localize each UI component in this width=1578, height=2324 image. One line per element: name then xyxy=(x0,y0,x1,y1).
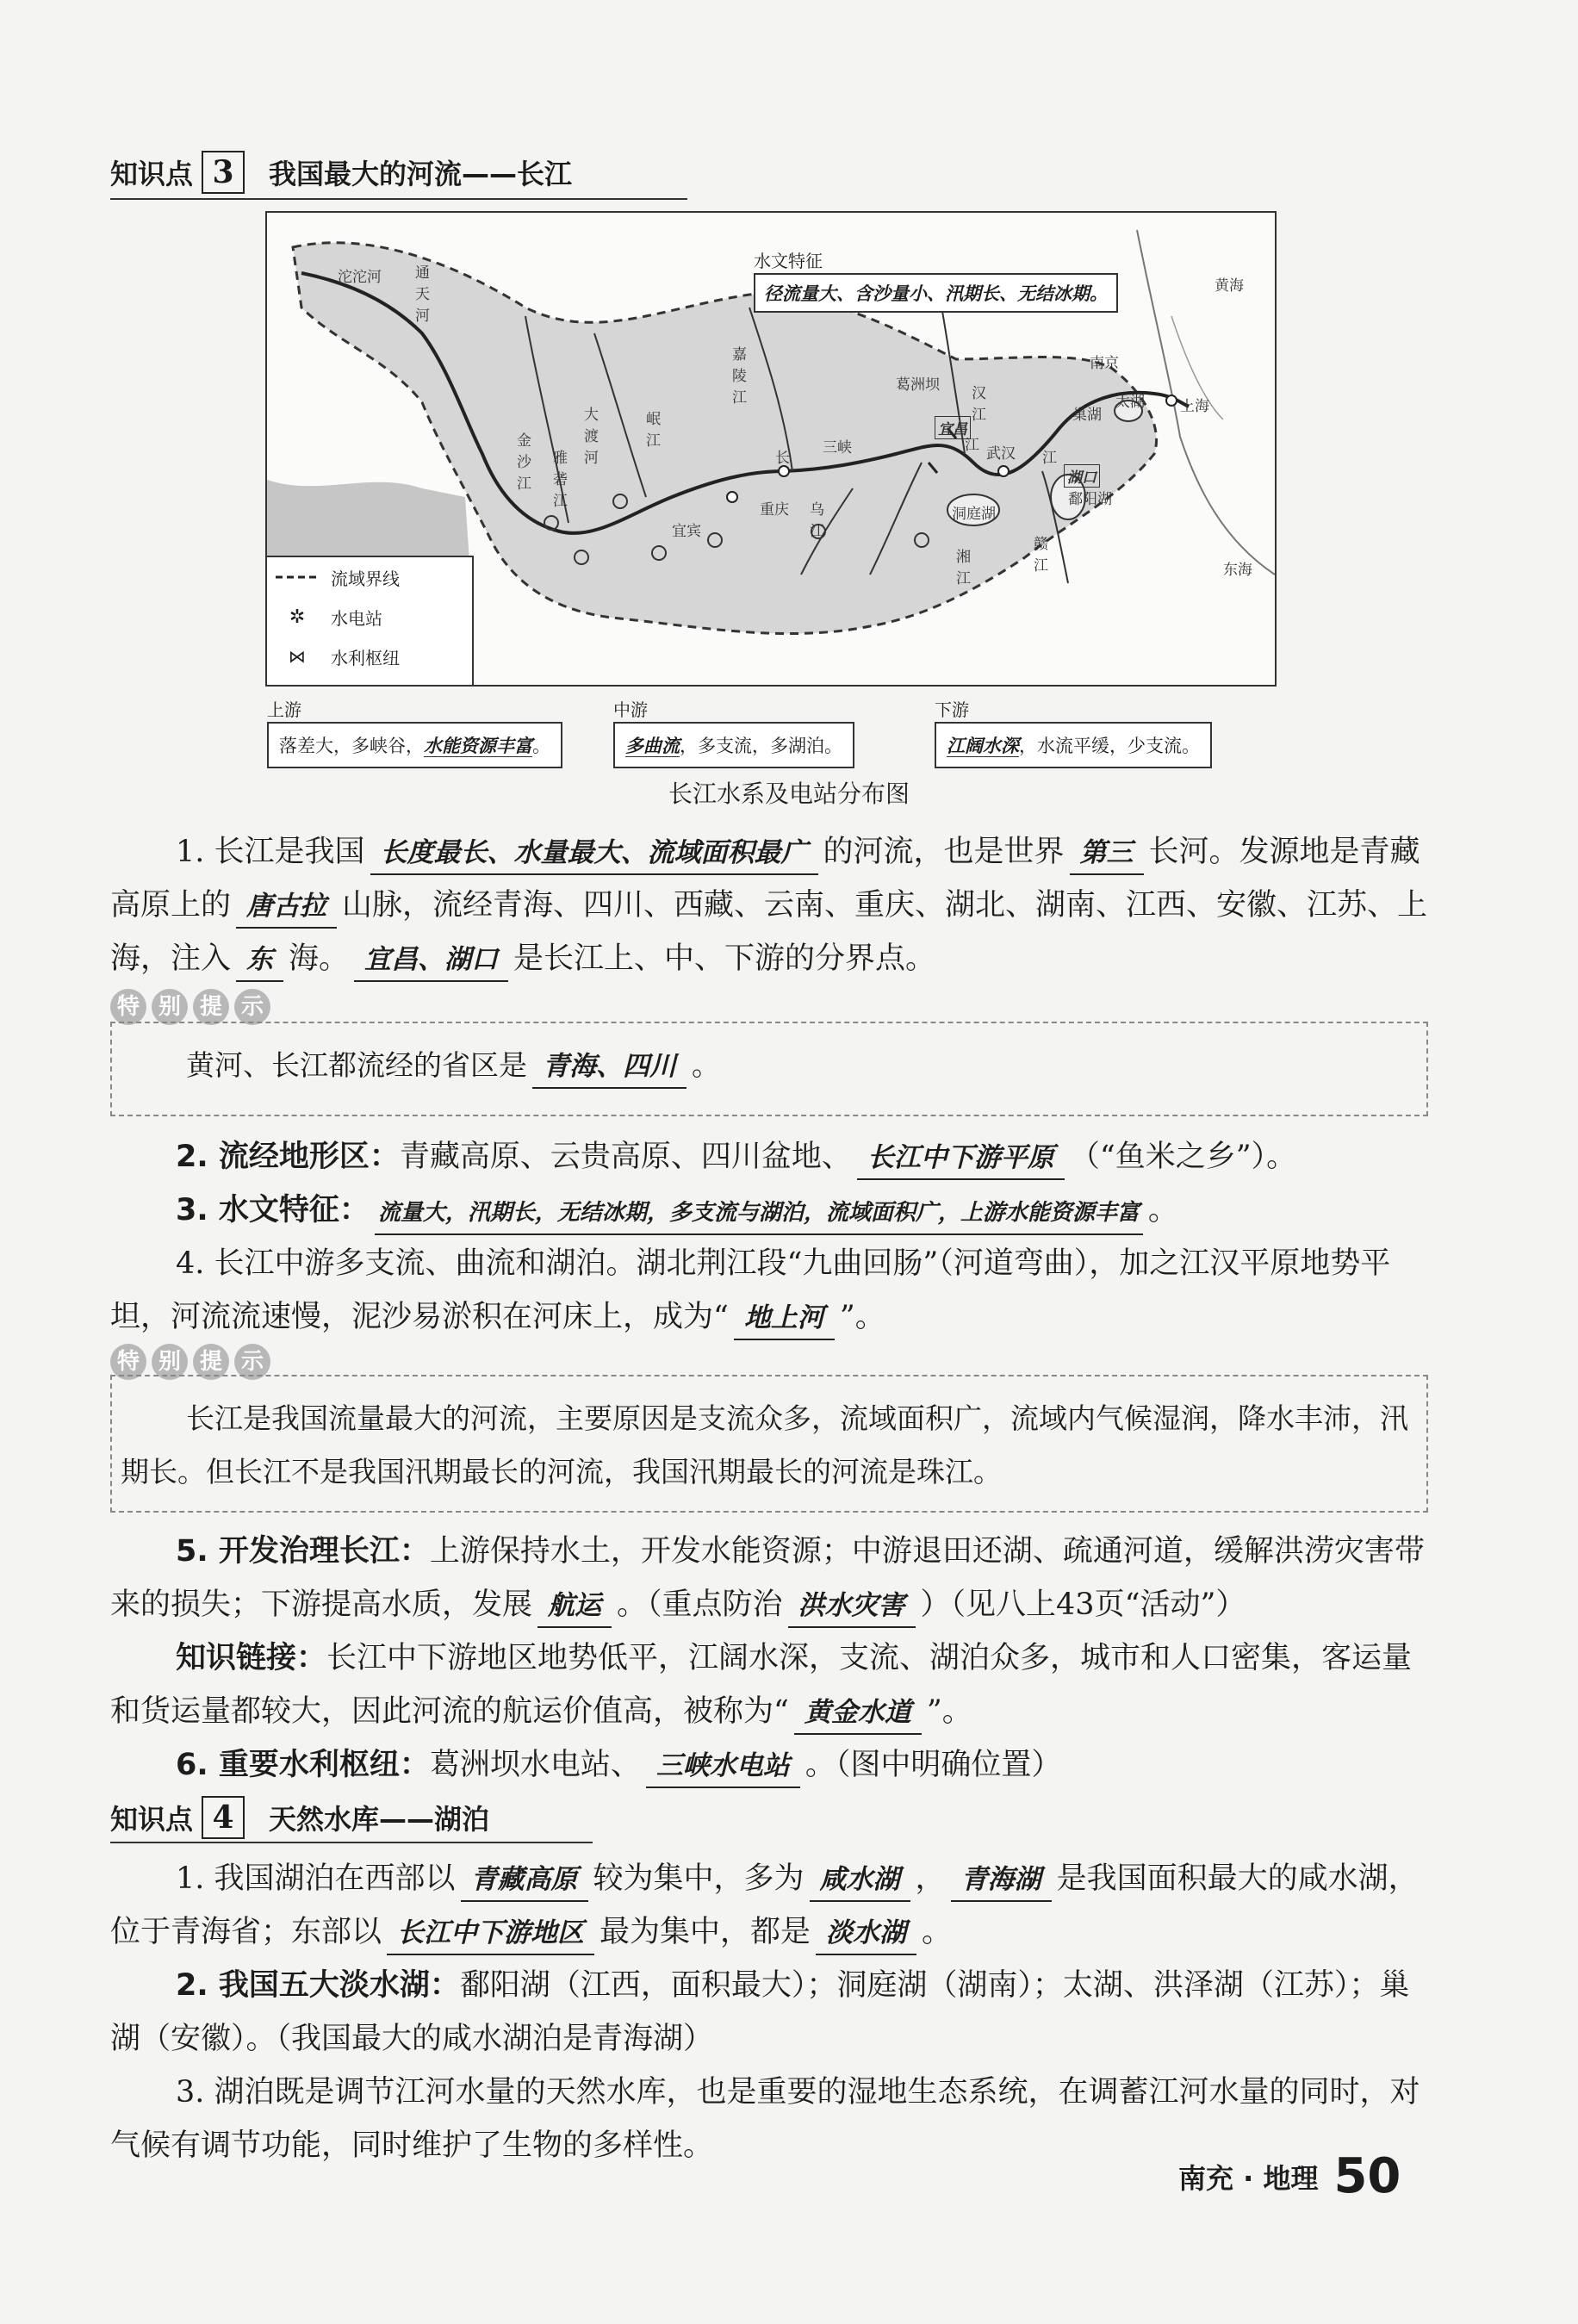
tip-char: 提 xyxy=(193,1344,229,1380)
p5-t3: ）（见八上43页“活动”） xyxy=(920,1588,1246,1622)
tip-char: 提 xyxy=(193,989,229,1025)
tip-char: 别 xyxy=(152,1344,188,1380)
p6-text: 葛洲坝水电站、 xyxy=(429,1748,641,1782)
p4-answer: 地上河 xyxy=(734,1297,835,1340)
tip1-text: 黄河、长江都流经的省区是 xyxy=(186,1048,527,1082)
knowledge-link xyxy=(110,1631,1428,1738)
p4-text: 4. 长江中游多支流、曲流和湖泊。湖北荆江段“九曲回肠”（河道弯曲），加之江汉平原地势平坦，河流流速慢，泥沙易淤积在河床上，成为“ xyxy=(110,1246,1391,1334)
subject-label: 南充 · 地理 xyxy=(1178,2161,1319,2195)
tip-box-1 xyxy=(110,1022,1428,1116)
p2-end: （“鱼米之乡”）。 xyxy=(1069,1140,1297,1174)
tip-char: 别 xyxy=(152,989,188,1025)
page-number: 50 xyxy=(1333,2148,1401,2204)
map-label-donghai: 东海 xyxy=(1223,562,1252,579)
middle-hw: 多曲流 xyxy=(625,736,680,756)
hydro-title: 水文特征 xyxy=(754,251,823,271)
section-header-3 xyxy=(110,148,572,196)
section-label: 知识点 xyxy=(110,158,194,190)
link-text: 长江中下游地区地势低平，江阔水深，支流、湖泊众多，城市和人口密集，客运量和货运量都较大，因此河流的航运价值高，被称为“ xyxy=(110,1641,1413,1729)
section-number: 3 xyxy=(202,151,245,194)
lake-q2 xyxy=(110,1959,1428,2066)
p1-answer-5: 宜昌、湖口 xyxy=(354,939,508,982)
p5-answer-2: 洪水灾害 xyxy=(788,1585,916,1628)
section-title: 我国最大的河流——长江 xyxy=(269,158,573,190)
p1-t5: 海。 xyxy=(289,941,350,976)
map-label-hukou: 湖口 xyxy=(1064,464,1100,488)
hydro-station-icon: ✲ xyxy=(289,606,306,628)
paragraph-4 xyxy=(110,1237,1428,1344)
middle-box xyxy=(613,722,854,768)
dam-icon: ⋈ xyxy=(289,646,306,667)
q1-t5: 。 xyxy=(922,1915,953,1949)
section-underline xyxy=(110,1842,593,1843)
q1-t2: 较为集中，多为 xyxy=(593,1861,805,1896)
map-label-shanghai: 上海 xyxy=(1180,398,1209,415)
map-label-dongting: 洞庭湖 xyxy=(952,506,996,523)
p1-t3: 长河。发源地是青藏高原上的 xyxy=(110,835,1420,923)
map-label-wuhan: 武汉 xyxy=(986,445,1016,463)
upper-text: 落差大，多峡谷， xyxy=(279,736,424,756)
paragraph-6 xyxy=(110,1738,1428,1792)
map-label-gezhouba: 葛洲坝 xyxy=(896,376,940,394)
q1-t4: 最为集中，都是 xyxy=(600,1915,811,1949)
tip1-answer: 青海、四川 xyxy=(532,1046,686,1089)
p1-t1: 1. 长江是我国 xyxy=(176,835,365,869)
tip-char: 特 xyxy=(110,1344,146,1380)
yangtze-map xyxy=(265,211,1277,687)
upper-end: 。 xyxy=(532,736,550,756)
q1-answer-5: 淡水湖 xyxy=(816,1912,916,1955)
legend-boundary xyxy=(267,557,472,597)
legend-hydro-label: 水电站 xyxy=(331,607,382,629)
lake-q1 xyxy=(110,1852,1428,1959)
map-label-yalong: 雅砻江 xyxy=(553,450,568,510)
p3-answer: 流量大，汛期长，无结冰期，多支流与湖泊，流域面积广，上游水能资源丰富 xyxy=(375,1192,1143,1235)
map-legend xyxy=(267,556,474,685)
map-caption: 长江水系及电站分布图 xyxy=(668,780,910,808)
map-label-chang: 长 xyxy=(775,450,790,467)
section-title: 天然水库——湖泊 xyxy=(269,1803,490,1836)
map-label-min: 岷江 xyxy=(646,411,661,450)
tip-box-2 xyxy=(110,1375,1428,1513)
legend-dam-label: 水利枢纽 xyxy=(331,647,400,668)
p1-answer-3: 唐古拉 xyxy=(236,885,337,929)
p5-text: 上游保持水土，开发水能资源；中游退田还湖、疏通河道，缓解洪涝灾害带来的损失；下游提高水质，发展 xyxy=(110,1534,1425,1622)
p6-lead: 6. 重要水利枢纽： xyxy=(176,1748,430,1782)
tip2-text: 长江是我国流量最大的河流，主要原因是支流众多，流域面积广，流域内气候湿润，降水丰沛，汛期长。但长江不是我国汛期最长的河流，我国汛期最长的河流是珠江。 xyxy=(121,1401,1408,1488)
tip-char: 示 xyxy=(234,1344,270,1380)
section-underline xyxy=(110,198,687,200)
p6-answer: 三峡水电站 xyxy=(646,1745,800,1788)
q1-t3: 是我国面积最大的咸水湖，位于青海省；东部以 xyxy=(110,1861,1419,1949)
p1-answer-4: 东 xyxy=(236,939,283,982)
tip1-end: 。 xyxy=(692,1048,720,1082)
hydro-box: 径流量大、含沙量小、汛期长、无结冰期。 xyxy=(754,273,1118,313)
tip-char: 特 xyxy=(110,989,146,1025)
paragraph-3 xyxy=(110,1184,1428,1237)
map-label-taihu: 太湖 xyxy=(1115,394,1145,411)
map-label-jinsha: 金沙江 xyxy=(517,432,531,493)
map-label-chongqing: 重庆 xyxy=(760,501,789,519)
map-label-nanjing: 南京 xyxy=(1090,355,1119,372)
map-label-yibin: 宜宾 xyxy=(672,523,701,540)
p5-lead: 5. 开发治理长江： xyxy=(176,1534,430,1569)
tip-char: 示 xyxy=(234,989,270,1025)
map-label-dadu: 大渡河 xyxy=(584,407,599,467)
page-footer xyxy=(1178,2148,1401,2204)
q1-answer-2: 咸水湖 xyxy=(810,1859,910,1902)
lower-box xyxy=(935,722,1212,768)
map-label-wu: 乌江 xyxy=(810,501,824,540)
p3-lead: 3. 水文特征： xyxy=(176,1193,370,1227)
q2-lead: 2. 我国五大淡水湖： xyxy=(176,1968,460,2003)
middle-title: 中游 xyxy=(613,699,648,720)
middle-text: ，多支流，多湖泊。 xyxy=(680,736,842,756)
paragraph-2 xyxy=(110,1130,1428,1184)
p3-end: 。 xyxy=(1147,1193,1178,1227)
upper-hw: 水能资源丰富 xyxy=(424,736,532,756)
dashed-line-icon xyxy=(276,575,319,580)
map-label-yichang: 宜昌 xyxy=(935,416,971,439)
lower-title: 下游 xyxy=(935,699,969,720)
map-label-tongtian: 通天河 xyxy=(415,264,430,325)
map-label-jialing: 嘉陵江 xyxy=(732,346,747,407)
q1-answer-4: 长江中下游地区 xyxy=(387,1912,594,1955)
q1-sep: ， xyxy=(915,1861,946,1896)
p2-text: 青藏高原、云贵高原、四川盆地、 xyxy=(399,1140,852,1174)
map-label-jiang1: 江 xyxy=(965,437,979,454)
lower-text: ，水流平缓，少支流。 xyxy=(1019,736,1200,756)
p1-answer-2: 第三 xyxy=(1070,832,1144,875)
q1-t1: 1. 我国湖泊在西部以 xyxy=(176,1861,456,1896)
map-label-sanxia: 三峡 xyxy=(823,439,852,457)
map-label-jiang2: 江 xyxy=(1042,450,1057,467)
legend-hydro xyxy=(267,597,472,637)
upper-title: 上游 xyxy=(267,699,301,720)
section-number: 4 xyxy=(202,1796,245,1839)
map-label-xiang: 湘江 xyxy=(956,549,971,587)
map-label-huanghai: 黄海 xyxy=(1215,277,1244,295)
map-label-gan: 赣江 xyxy=(1034,536,1048,575)
p5-t2: 。（重点防治 xyxy=(617,1588,783,1622)
p1-t4: 山脉，流经青海、四川、西藏、云南、重庆、湖北、湖南、江西、安徽、江苏、上海，注入 xyxy=(110,888,1428,976)
p6-end: 。（图中明确位置） xyxy=(805,1748,1062,1782)
q3-text: 3. 湖泊既是调节江河水量的天然水库，也是重要的湿地生态系统，在调蓄江河水量的同时，对气候有调节功能，同时维护了生物的多样性。 xyxy=(110,2075,1420,2163)
map-label-chao: 巢湖 xyxy=(1072,407,1102,424)
link-end: ”。 xyxy=(926,1694,972,1729)
q1-answer-3: 青海湖 xyxy=(951,1859,1052,1902)
section-header-4 xyxy=(110,1793,489,1842)
map-label-han: 汉江 xyxy=(972,385,986,424)
upper-box xyxy=(267,722,562,768)
p1-t6: 是长江上、中、下游的分界点。 xyxy=(513,941,936,976)
p1-answer-1: 长度最长、水量最大、流域面积最广 xyxy=(370,832,818,875)
p2-lead: 2. 流经地形区： xyxy=(176,1140,400,1174)
link-answer: 黄金水道 xyxy=(794,1692,922,1735)
legend-boundary-label: 流域界线 xyxy=(331,568,400,589)
q1-answer-1: 青藏高原 xyxy=(461,1859,588,1902)
paragraph-1 xyxy=(110,825,1428,985)
legend-dam xyxy=(267,637,472,676)
p1-t2: 的河流，也是世界 xyxy=(823,835,1065,869)
p5-answer-1: 航运 xyxy=(537,1585,612,1628)
section-label: 知识点 xyxy=(110,1803,194,1836)
p2-answer: 长江中下游平原 xyxy=(857,1137,1065,1180)
lower-hw: 江阔水深 xyxy=(947,736,1019,756)
paragraph-5 xyxy=(110,1525,1428,1631)
map-label-poyang: 鄱阳湖 xyxy=(1068,491,1112,508)
map-label-tuotuo: 沱沱河 xyxy=(338,269,382,286)
q2-text: 鄱阳湖（江西，面积最大）；洞庭湖（湖南）；太湖、洪泽湖（江苏）；巢湖（安徽）。（我国最大的咸水湖泊是青海湖） xyxy=(110,1968,1410,2056)
p4-end: ”。 xyxy=(839,1300,885,1334)
link-lead: 知识链接： xyxy=(176,1641,327,1675)
